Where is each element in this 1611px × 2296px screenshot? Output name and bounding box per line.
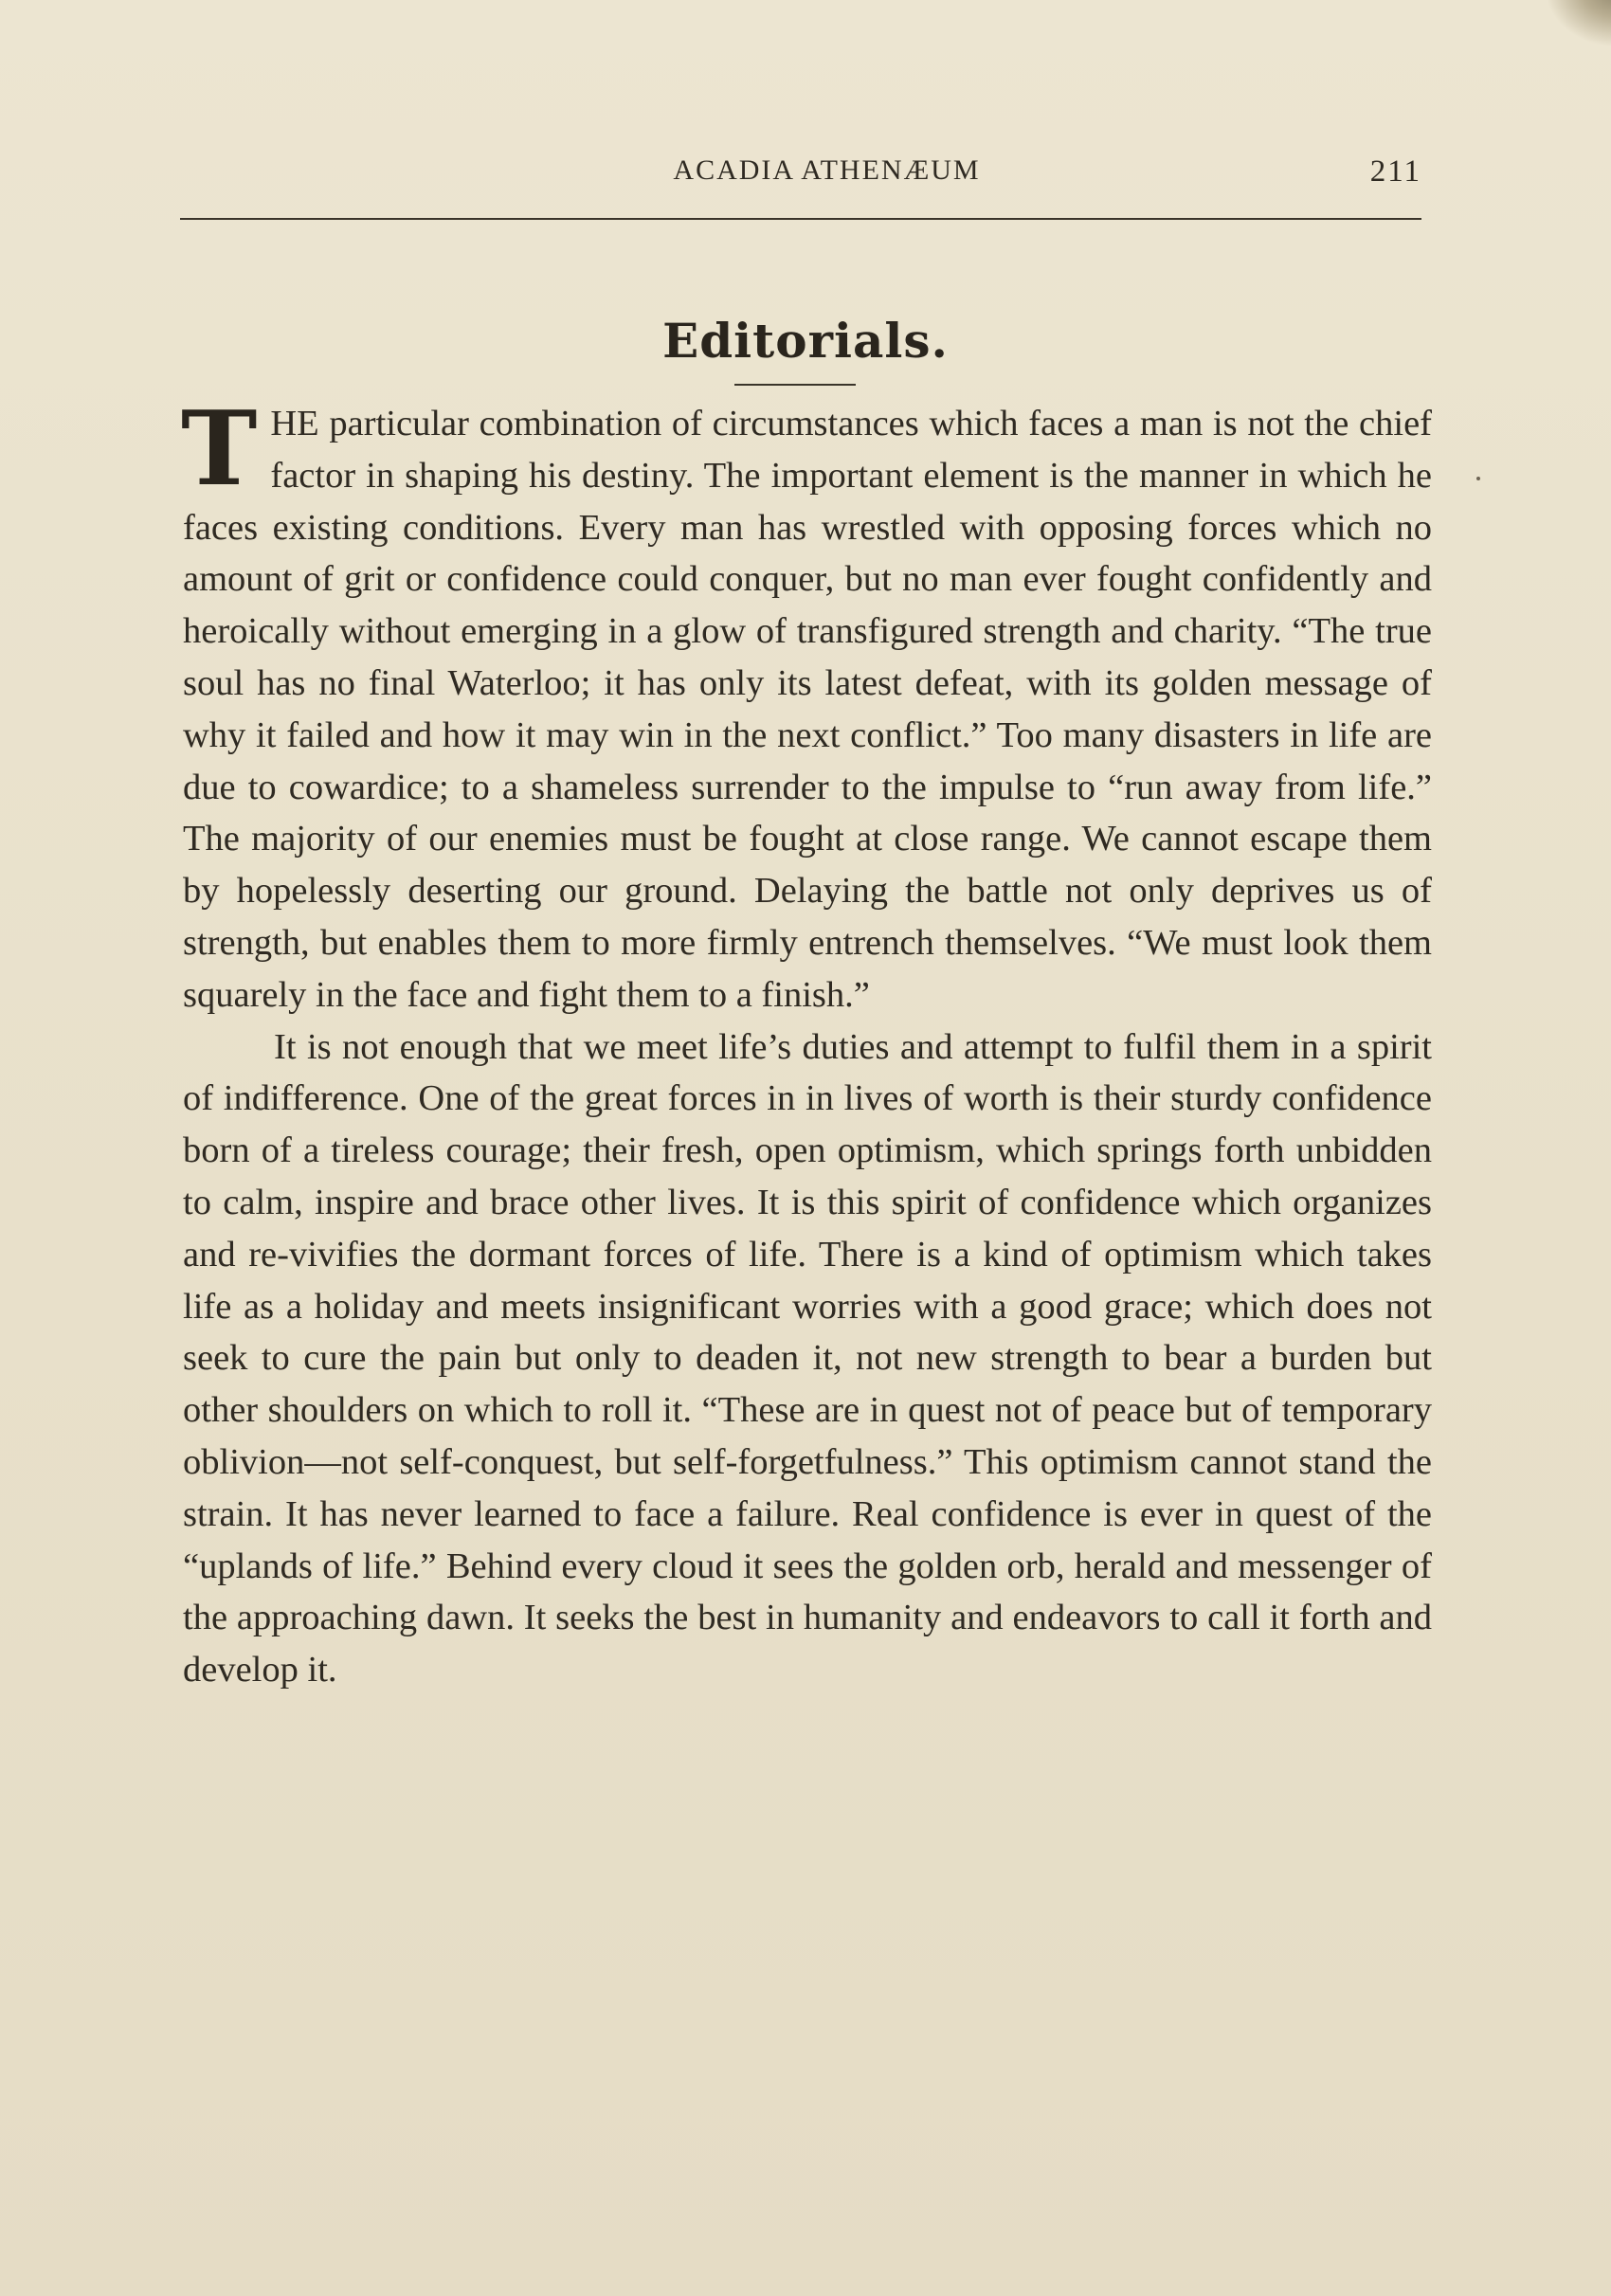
article-body — [181, 389, 1432, 1696]
page-number: 211 — [1369, 154, 1421, 189]
section-title: Editorials. — [662, 313, 949, 369]
title-rule — [734, 384, 856, 386]
drop-cap: T — [181, 389, 258, 509]
paragraph-1-text: HE particular combination of circumstances which faces a man is not the chief factor in shaping his destiny. The important element is the manner in which he faces existing conditions. Every man has wrestled with opposing forces which no amount of grit or confidence could conquer, but no man ever fought confidently and heroically without emerging in a glow of transfigured strength and charity. “The true soul has no final Waterloo; it has only its latest defeat, with its golden message of why it failed and how it may win in the next conflict.” Too many disasters in life are due to cowardice; to a shameless surrender to the impulse to “run away from life.” The majority of our enemies must be fought at close range. We cannot escape them by hopelessly deserting our ground. Delaying the battle not only deprives us of strength, but enables them to more firmly entrench themselves. “We must look them squarely in the face and fight them to a finish.” — [183, 404, 1432, 1015]
page-corner-shadow — [1545, 0, 1611, 47]
running-header-title: ACADIA ATHENÆUM — [673, 154, 981, 186]
paragraph-2: It is not enough that we meet life’s duties and attempt to fulfil them in a spirit of indifference. One of the great forces in in lives of worth is their sturdy confidence born of a tireless courage; their fresh, open optimism, which springs forth unbidden to calm, inspire and brace other lives. It is this spirit of confidence which organizes and re-vivifies the dormant forces of life. There is a kind of optimism which takes life as a holiday and meets insignificant worries with a good grace; which does not seek to cure the pain but only to deaden it, not new strength to bear a burden but other shoulders on which to roll it. “These are in quest not of peace but of temporary oblivion—not self-conquest, but self-forgetfulness.” This optimism cannot stand the strain. It has never learned to face a failure. Real confidence is ever in quest of the “uplands of life.” Behind every cloud it sees the golden orb, herald and messenger of the approaching dawn. It seeks the best in humanity and endeavors to call it forth and develop it. — [183, 1026, 1432, 1690]
paragraph-1 — [181, 389, 1432, 1021]
print-speck — [1476, 477, 1480, 480]
header-rule — [180, 218, 1421, 220]
